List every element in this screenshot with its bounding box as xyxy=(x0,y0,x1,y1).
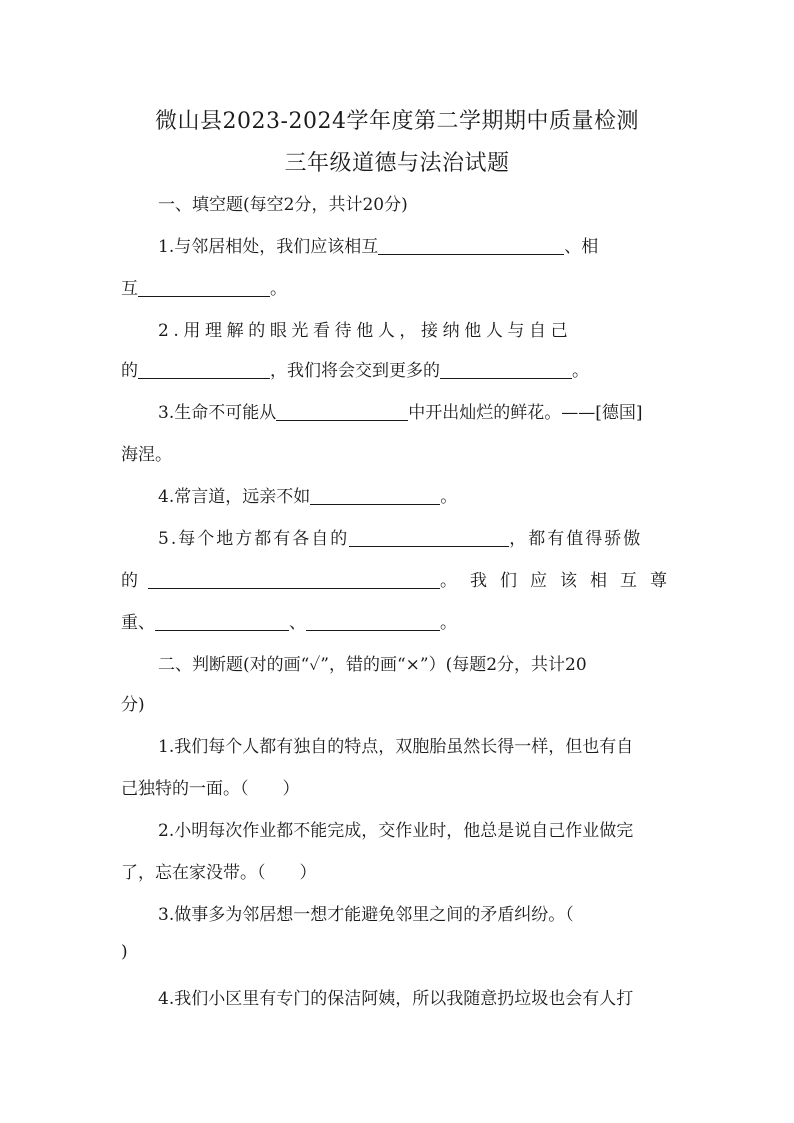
exam-subtitle: 三年级道德与法治试题 xyxy=(284,151,510,176)
answer-blank[interactable] xyxy=(138,278,270,297)
answer-blank[interactable] xyxy=(378,236,564,255)
section2-heading: 二、判断题(对的画“✓”，错的画“×”）(每题2分，共计20 xyxy=(158,655,587,675)
fill-question-3 xyxy=(158,398,681,423)
q5-text-a: 5.每个地方都有各自的 xyxy=(158,529,350,549)
fill-question-3-cont: 海涅。 xyxy=(121,445,172,465)
q5-text-f: 、 xyxy=(289,613,306,633)
fill-question-2-cont xyxy=(121,356,681,381)
judge-question-2-cont: 了，忘在家没带。（ ） xyxy=(121,863,317,883)
q2-text-b: ，我们将会交到更多的 xyxy=(270,361,440,381)
answer-blank[interactable] xyxy=(306,612,440,631)
judge-question-4: 4.我们小区里有专门的保洁阿姨，所以我随意扔垃圾也会有人打 xyxy=(158,989,634,1009)
q4-text-b: 。 xyxy=(440,487,458,507)
q1-text-a: 1.与邻居相处，我们应该相互 xyxy=(158,237,379,257)
judge-question-1: 1.我们每个人都有独自的特点，双胞胎虽然长得一样，但也有自 xyxy=(158,737,634,757)
answer-blank[interactable] xyxy=(148,570,440,589)
fill-question-5 xyxy=(158,524,681,549)
exam-title: 微山县2023-2024学年度第二学期期中质量检测 xyxy=(155,109,639,134)
q5-text-d: 。我们应该相互尊 xyxy=(440,571,680,591)
answer-blank[interactable] xyxy=(276,402,408,421)
q3-text-a: 3.生命不可能从 xyxy=(158,403,277,423)
q4-text-a: 4.常言道，远亲不如 xyxy=(158,487,311,507)
q2-text-a: 的 xyxy=(121,361,138,381)
answer-blank[interactable] xyxy=(310,486,440,505)
fill-question-5-cont xyxy=(121,566,681,591)
answer-blank[interactable] xyxy=(349,528,509,547)
fill-question-5-cont2 xyxy=(121,608,681,633)
q1-text-b: 、相 xyxy=(564,237,599,257)
q5-text-e: 重、 xyxy=(121,613,155,633)
q5-text-b: ，都有值得骄傲 xyxy=(509,529,643,549)
fill-question-1-cont xyxy=(121,274,681,299)
judge-question-3-cont: ) xyxy=(121,942,128,962)
answer-blank[interactable] xyxy=(440,360,572,379)
judge-question-2: 2.小明每次作业都不能完成，交作业时，他总是说自己作业做完 xyxy=(158,821,634,841)
answer-blank[interactable] xyxy=(138,360,270,379)
judge-question-3: 3.做事多为邻居想一想才能避免邻里之间的矛盾纠纷。（ xyxy=(158,905,574,925)
fill-question-2: 2.用理解的眼光看待他人，接纳他人与自己 xyxy=(158,321,573,341)
fill-question-1 xyxy=(158,232,681,257)
judge-question-1-cont: 己独特的一面。（ ） xyxy=(121,779,300,799)
section2-heading-cont: 分) xyxy=(121,695,145,715)
fill-question-4 xyxy=(158,482,681,507)
q1-text-d: 。 xyxy=(270,279,287,299)
answer-blank[interactable] xyxy=(155,612,289,631)
q5-text-g: 。 xyxy=(440,613,457,633)
q5-text-c: 的 xyxy=(121,571,138,591)
q2-text-c: 。 xyxy=(572,361,589,381)
q3-text-b: 中开出灿烂的鲜花。——[德国] xyxy=(408,403,643,423)
q1-text-c: 互 xyxy=(121,279,138,299)
section1-heading: 一、填空题(每空2分，共计20分) xyxy=(158,195,408,215)
